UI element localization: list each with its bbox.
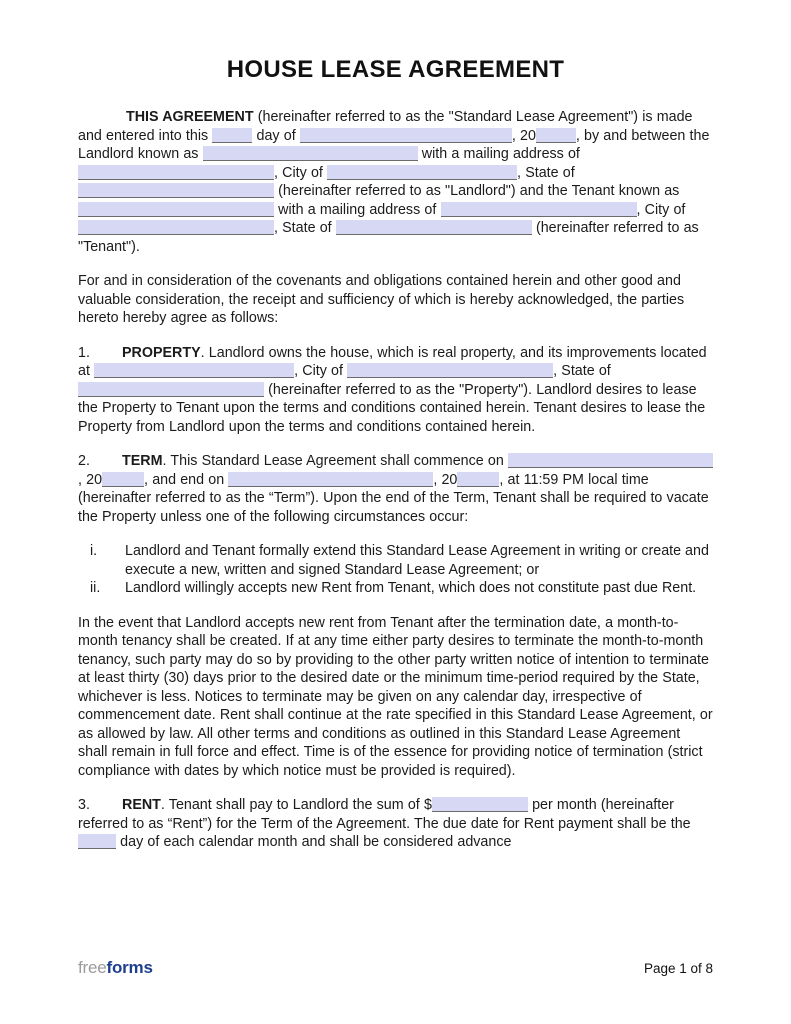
text-run: In the event that Landlord accepts new rent from Tenant after the termination date, a month-to-month tenancy shall be created. If at any time either party desires to terminate the month-to-month tenancy, such party may do so by providing to the other party written notice of intention to terminate at least thirty (30) days prior to the desired date or the minimum time-period required by the State, whichever is less. Notices to terminate may be given on any calendar day, irrespective of commencement date. Rent shall continue at the rate specified in this Standard Lease Agreement, or as allowed by law. All other terms and conditions as outlined in this Standard Lease Agreement shall remain in full force and effect. Time is of the essence for providing notice of termination (strict compliance with dates by which notice must be provided is required). bbox=[78, 614, 713, 779]
text-run: with a mailing address of bbox=[274, 201, 441, 218]
section-number: 3. bbox=[78, 797, 90, 813]
field-term-start-date[interactable] bbox=[508, 453, 713, 468]
text-run: (hereinafter referred to as the "Property"). Landlord desires to lease the Property to Tenant upon the terms and conditions contained herein. Tenant desires to lease the Property from Landlord upon the terms and conditions contained herein. bbox=[78, 381, 706, 435]
text-run: , City of bbox=[274, 164, 328, 181]
consideration-paragraph bbox=[78, 272, 713, 328]
field-property-address[interactable] bbox=[94, 363, 294, 378]
text-run: day of each calendar month and shall be considered advance bbox=[116, 834, 512, 850]
text-run: , at 11:59 PM local time (hereinafter referred to as the “Term”). Upon the end of the Term, Tenant shall be required to vacate the Property unless one of the following circumstances occur: bbox=[78, 471, 709, 525]
section-number: 1. bbox=[78, 344, 90, 361]
field-landlord-city[interactable] bbox=[327, 165, 517, 180]
field-day-of-month[interactable] bbox=[212, 128, 252, 143]
text-run: day of bbox=[252, 127, 300, 144]
field-tenant-name[interactable] bbox=[78, 202, 274, 217]
list-item-text: Landlord willingly accepts new Rent from Tenant, which does not constitute past due Rent. bbox=[125, 580, 697, 596]
page-footer bbox=[78, 958, 713, 978]
text-run: , State of bbox=[517, 164, 575, 181]
section-term bbox=[78, 452, 713, 526]
field-term-end-date[interactable] bbox=[228, 472, 433, 487]
text-run: , by and between the Landlord known as bbox=[78, 127, 710, 162]
field-term-start-year[interactable] bbox=[102, 472, 144, 487]
text-run: . This Standard Lease Agreement shall commence on bbox=[162, 453, 508, 469]
intro-paragraph bbox=[78, 108, 713, 256]
section-number: 2. bbox=[78, 453, 90, 469]
text-run: , and end on bbox=[144, 471, 229, 488]
text-run: . Landlord owns the house, which is real property, and its improvements located at bbox=[78, 344, 707, 379]
text-run: , City of bbox=[294, 363, 348, 379]
term-circumstances-list bbox=[78, 542, 713, 598]
text-run: with a mailing address of bbox=[417, 146, 580, 162]
field-tenant-address[interactable] bbox=[441, 202, 637, 217]
page-number: Page 1 of 8 bbox=[643, 961, 713, 976]
list-item-text: Landlord and Tenant formally extend this Standard Lease Agreement in writing or create and execute a new, written and signed Standard Lease Agreement; or bbox=[125, 543, 709, 578]
field-rent-amount[interactable] bbox=[432, 797, 528, 812]
field-landlord-address[interactable] bbox=[78, 165, 274, 180]
field-property-state[interactable] bbox=[78, 382, 264, 397]
field-month[interactable] bbox=[300, 128, 512, 143]
field-tenant-city[interactable] bbox=[78, 220, 274, 235]
bold-text: TERM bbox=[122, 453, 163, 469]
field-property-city[interactable] bbox=[347, 363, 553, 378]
section-rent bbox=[78, 796, 713, 852]
section-property bbox=[78, 344, 713, 437]
list-marker: i. bbox=[90, 543, 98, 559]
list-marker: ii. bbox=[90, 580, 101, 596]
field-term-end-year[interactable] bbox=[457, 472, 499, 487]
text-run: For and in consideration of the covenants and obligations contained herein and other good and valuable consideration, the receipt and sufficiency of which is hereby acknowledged, the parties hereto hereby agree as follows: bbox=[78, 273, 685, 326]
holdover-paragraph bbox=[78, 614, 713, 781]
text-run: , State of bbox=[553, 363, 611, 379]
text-run: , 20 bbox=[511, 127, 536, 144]
field-landlord-name[interactable] bbox=[203, 146, 418, 161]
bold-text: THIS AGREEMENT bbox=[126, 109, 254, 125]
text-run: (hereinafter referred to as the "Standard Lease Agreement") is made and entered into this bbox=[78, 109, 693, 144]
field-rent-due-day[interactable] bbox=[78, 834, 116, 849]
text-run: (hereinafter referred to as "Landlord") and the Tenant known as bbox=[274, 183, 680, 199]
freeforms-logo bbox=[78, 958, 153, 978]
field-tenant-state[interactable] bbox=[336, 220, 532, 235]
document-body bbox=[78, 108, 713, 852]
bold-text: RENT bbox=[122, 797, 161, 813]
text-run: , 20 bbox=[433, 471, 458, 488]
bold-text: PROPERTY bbox=[122, 344, 201, 361]
text-run: , 20 bbox=[78, 471, 103, 488]
field-year[interactable] bbox=[536, 128, 576, 143]
text-run: . Tenant shall pay to Landlord the sum of $ bbox=[160, 797, 432, 813]
text-run: , State of bbox=[274, 220, 336, 236]
logo-free-text: free bbox=[78, 958, 107, 977]
logo-forms-text: forms bbox=[106, 958, 153, 977]
field-landlord-state[interactable] bbox=[78, 183, 274, 198]
text-run: , City of bbox=[636, 201, 686, 218]
document-title: HOUSE LEASE AGREEMENT bbox=[226, 56, 565, 83]
list-item bbox=[78, 542, 713, 579]
text-run: (hereinafter referred to as "Tenant"). bbox=[78, 220, 699, 255]
text-run: per month (hereinafter referred to as “Rent”) for the Term of the Agreement. The due date for Rent payment shall be the bbox=[78, 797, 691, 832]
list-item bbox=[78, 579, 713, 598]
